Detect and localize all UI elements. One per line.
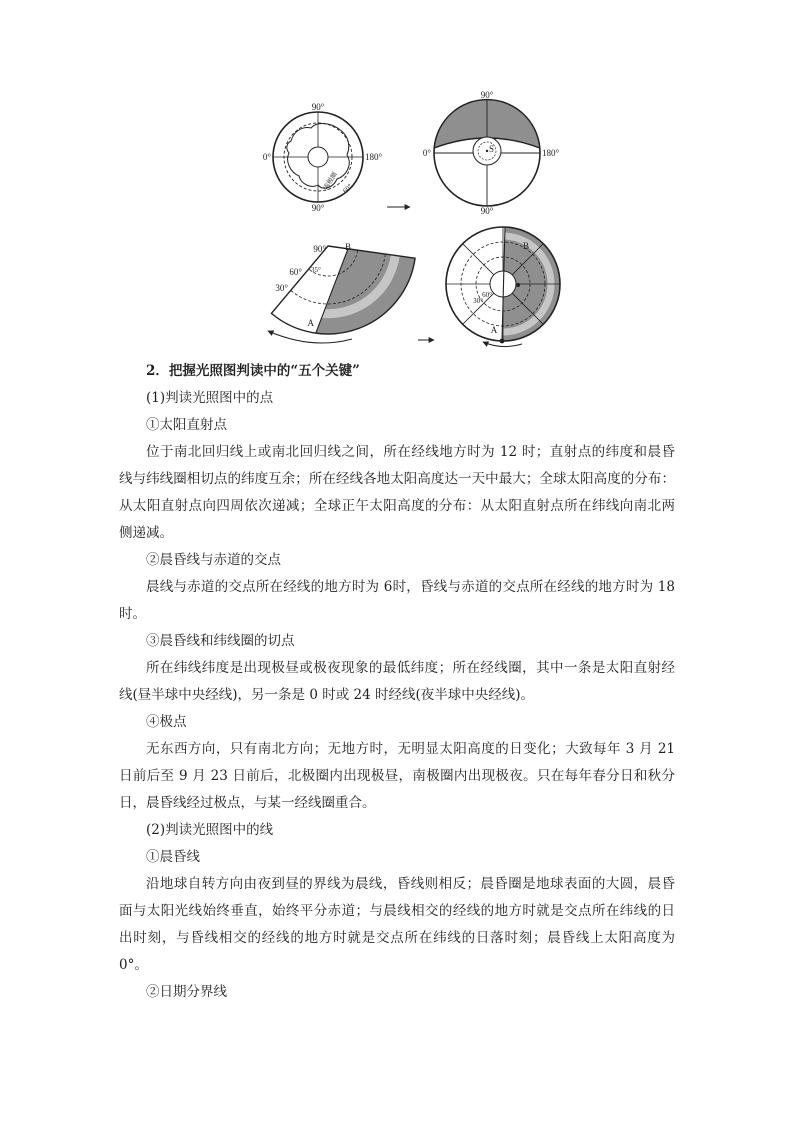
map1-label-bottom: 90° bbox=[311, 203, 325, 213]
paragraph-line: 侧递减。 bbox=[119, 525, 173, 541]
paragraph-line: 从太阳直射点向四周依次递减；全球正午太阳高度的分布：从太阳直射点所在纬线向南北两 bbox=[119, 498, 675, 514]
map1-label-right: 180° bbox=[365, 152, 383, 162]
map3-pole-label: 90° bbox=[313, 244, 326, 254]
polar-illumination-map bbox=[446, 220, 570, 350]
paragraph-line: 位于南北回归线上或南北回归线之间，所在经线地方时为 12 时；直射点的纬度和晨昏 bbox=[146, 444, 675, 460]
item-title: ②晨昏线与赤道的交点 bbox=[146, 552, 281, 568]
item-title: ②日期分界线 bbox=[146, 984, 227, 1000]
paragraph-line: 出时刻，与昏线相交的经线的地方时就是交点所在纬线的日落时刻；晨昏线上太阳高度为 bbox=[119, 930, 675, 946]
paragraph-line: 无东西方向，只有南北方向；无地方时，无明显太阳高度的日变化；大致每年 3 月 21 bbox=[146, 741, 675, 757]
map1-label-left: 0° bbox=[262, 152, 271, 162]
paragraph-line: 面与太阳光线始终垂直，始终平分赤道；与晨线相交的经线的地方时就是交点所在纬线的日 bbox=[119, 903, 675, 919]
paragraph-line: 时。 bbox=[119, 606, 146, 622]
south-pole-illumination-map bbox=[423, 90, 560, 216]
map1-label-top: 90° bbox=[311, 102, 325, 112]
item-title: ③晨昏线和纬线圈的切点 bbox=[146, 633, 295, 649]
map3-angle-label: 35° bbox=[311, 266, 321, 274]
section-heading: 2．把握光照图判读中的“五个关键” bbox=[146, 363, 360, 379]
map3-point-a: A bbox=[307, 318, 314, 328]
paragraph-line: 沿地球自转方向由夜到昼的界线为晨线，昏线则相反；晨昏圈是地球表面的大圆，晨昏 bbox=[146, 876, 675, 892]
map2-label-bottom: 90° bbox=[480, 206, 494, 216]
map4-point-a: A bbox=[490, 325, 498, 335]
paragraph-line: 日前后至 9 月 23 日前后，北极圈内出现极昼，南极圈内出现极夜。只在每年春分日和秋分 bbox=[119, 768, 675, 784]
map3-lat-30: 30° bbox=[275, 283, 288, 293]
paragraph bbox=[119, 736, 675, 817]
paragraph bbox=[119, 574, 675, 628]
map3-lat-60: 60° bbox=[289, 267, 302, 277]
paragraph bbox=[119, 655, 675, 709]
article-body bbox=[119, 358, 675, 1006]
pole-circle bbox=[308, 147, 328, 167]
antarctica-polar-map bbox=[263, 102, 383, 213]
paragraph bbox=[119, 871, 675, 979]
polar-sector-diagram bbox=[268, 230, 440, 350]
map1-antarctic-circle-label: 南极圈 bbox=[321, 170, 339, 192]
paragraph-line: 日，晨昏线经过极点，与某一经线圈重合。 bbox=[119, 795, 376, 811]
paragraph bbox=[119, 439, 675, 547]
pole-dot bbox=[486, 150, 488, 152]
illumination-diagrams bbox=[0, 0, 794, 350]
paragraph-line: 线(昼半球中央经线)，另一条是 0 时或 24 时经线(夜半球中央经线)。 bbox=[119, 687, 534, 703]
map2-label-left: 0° bbox=[422, 148, 431, 158]
map3-point-b: B bbox=[345, 242, 352, 252]
item-title: ①太阳直射点 bbox=[146, 417, 227, 433]
item-title: ①晨昏线 bbox=[146, 849, 200, 865]
map2-label-right: 180° bbox=[542, 148, 560, 158]
map4-lat-60: 60° bbox=[482, 291, 492, 299]
marker-dot bbox=[500, 339, 505, 344]
paragraph-line: 所在纬线纬度是出现极昼或极夜现象的最低纬度；所在经线圈，其中一条是太阳直射经 bbox=[146, 660, 675, 676]
paragraph-line: 0°。 bbox=[119, 957, 148, 973]
paragraph-line: 晨线与赤道的交点所在经线的地方时为 6时，昏线与赤道的交点所在经线的地方时为 18 bbox=[146, 579, 675, 595]
subsection-title: (2)判读光照图中的线 bbox=[146, 822, 274, 838]
map4-point-b: B bbox=[523, 241, 530, 251]
paragraph-line: 线与纬线圈相切点的纬度互余；所在经线各地太阳高度达一天中最大；全球太阳高度的分布： bbox=[119, 471, 675, 487]
item-title: ④极点 bbox=[146, 714, 187, 730]
map4-lat-30: 30° bbox=[473, 297, 483, 305]
map2-pole-label: S bbox=[489, 144, 495, 154]
map1-ring-latitude: 60° bbox=[341, 182, 354, 195]
map2-label-top: 90° bbox=[480, 90, 494, 100]
subsection-title: (1)判读光照图中的点 bbox=[146, 390, 274, 406]
marker-dot bbox=[516, 283, 520, 287]
